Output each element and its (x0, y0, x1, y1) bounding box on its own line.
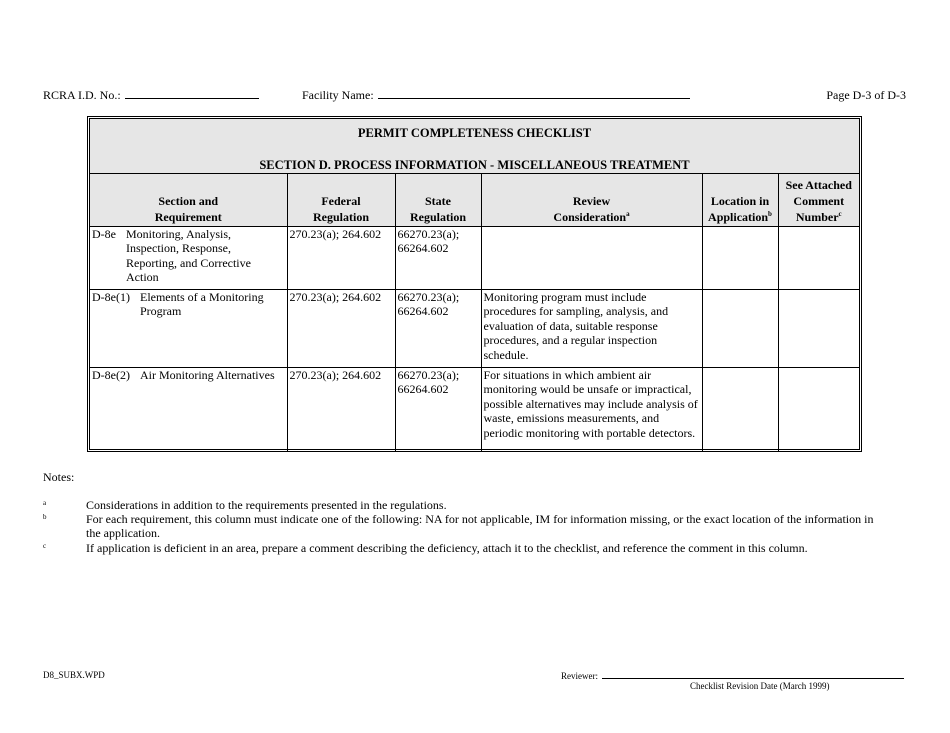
location-cell (702, 290, 778, 368)
note-marker: b (43, 513, 47, 521)
checklist-title: PERMIT COMPLETENESS CHECKLIST (357, 126, 592, 140)
table-row (90, 290, 859, 368)
note-text: Considerations in addition to the requirements presented in the regulations. (86, 498, 447, 512)
rcra-id-field (43, 88, 259, 102)
col-review-consideration: Review Consideration$^a$ (481, 174, 702, 227)
location-cell (702, 227, 778, 290)
reviewer-label: Reviewer: (561, 671, 598, 681)
review-consideration-cell: For situations in which ambient air monitoring would be unsafe or impractical, possible alternatives may include analysis of waste, emissions measurements, and periodic monitoring with portable detectors. (481, 368, 702, 451)
state-regulation-cell: 66270.23(a); 66264.602 (395, 290, 481, 368)
location-cell (702, 368, 778, 451)
requirement-cell (90, 368, 287, 451)
requirement-text: Elements of a Monitoring Program (139, 290, 264, 319)
rcra-id-label: RCRA I.D. No.: (43, 88, 121, 102)
requirement-text: Monitoring, Analysis, Inspection, Response, Reporting, and Corrective Action (126, 227, 251, 285)
note-text: If application is deficient in an area, prepare a comment describing the deficiency, attach it to the checklist, and reference the comment in this column. (86, 541, 808, 555)
note-marker: a (43, 499, 47, 507)
revision-date: Checklist Revision Date (March 1999) (690, 681, 830, 691)
note-c (43, 541, 883, 555)
federal-regulation-cell: 270.23(a); 264.602 (287, 368, 395, 451)
review-consideration-cell (481, 227, 702, 290)
col-attached-comment-number: See Attached Comment Number$^c$ (778, 174, 859, 227)
requirement-cell (90, 227, 287, 290)
requirement-text: Air Monitoring Alternatives (139, 368, 275, 382)
checklist-grid (90, 174, 859, 451)
comment-number-cell (778, 290, 859, 368)
table-row (90, 227, 859, 290)
state-regulation-cell: 66270.23(a); 66264.602 (395, 368, 481, 451)
requirement-cell (90, 290, 287, 368)
requirement-code: D-8e(2) (92, 368, 130, 382)
requirement-code: D-8e(1) (92, 290, 130, 304)
col-location-in-application: Location in Application$^b$ (702, 174, 778, 227)
col-section-requirement: Section and Requirement (90, 174, 287, 227)
page-number: Page D-3 of D-3 (826, 88, 906, 102)
note-b (43, 512, 883, 541)
facility-name-blank (378, 88, 690, 99)
table-row (90, 368, 859, 451)
note-marker: c (43, 542, 47, 550)
facility-name-field (302, 88, 690, 102)
requirement-code: D-8e (92, 227, 116, 241)
comment-number-cell (778, 227, 859, 290)
file-name: D8_SUBX.WPD (43, 670, 105, 680)
section-title: SECTION D. PROCESS INFORMATION - MISCELLANEOUS TREATMENT (259, 158, 690, 172)
federal-regulation-cell: 270.23(a); 264.602 (287, 227, 395, 290)
note-text: For each requirement, this column must indicate one of the following: NA for not applicable, IM for information missing, or the exact location of the information in the application. (86, 512, 874, 541)
checklist-table (87, 116, 862, 452)
state-regulation-cell: 66270.23(a); 66264.602 (395, 227, 481, 290)
col-state-regulation: State Regulation (395, 174, 481, 227)
notes-title: Notes: (43, 470, 75, 484)
note-a (43, 498, 883, 512)
review-consideration-cell: Monitoring program must include procedures for sampling, analysis, and evaluation of data, suitable response procedures, and a regular inspection schedule. (481, 290, 702, 368)
facility-name-label: Facility Name: (302, 88, 374, 102)
table-title-band (90, 119, 859, 174)
federal-regulation-cell: 270.23(a); 264.602 (287, 290, 395, 368)
col-federal-regulation: Federal Regulation (287, 174, 395, 227)
column-header-row (90, 174, 859, 227)
reviewer-blank (602, 670, 904, 679)
rcra-id-blank (125, 88, 259, 99)
comment-number-cell (778, 368, 859, 451)
